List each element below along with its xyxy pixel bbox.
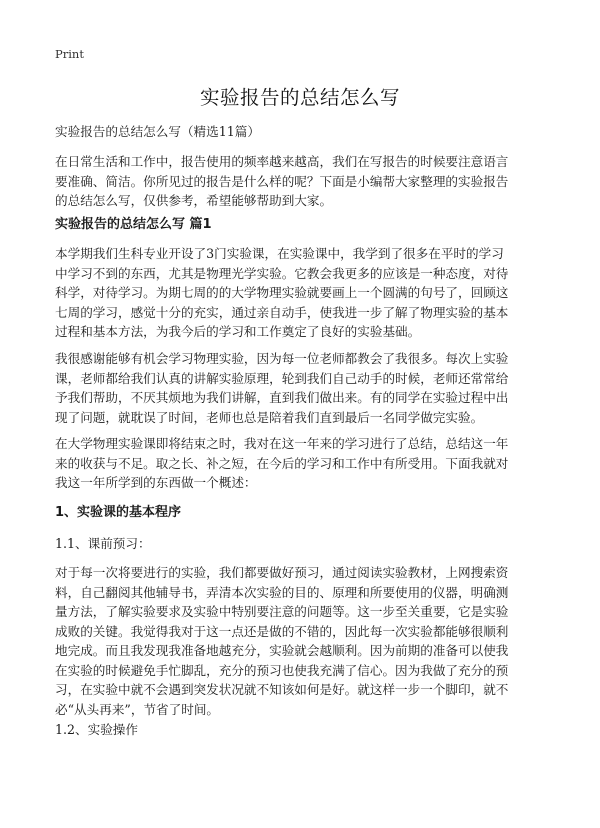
paragraph-line: 过程和基本方法，为我今后的学习和工作奠定了良好的实验基础。 — [55, 324, 421, 339]
page-title: 实验报告的总结怎么写 — [199, 86, 400, 109]
paragraph-line: 料，自己翻阅其他辅导书，弄清本次实验的目的、原理和所要使用的仪器，明确测 — [55, 584, 509, 600]
paragraph-line: 予我们帮助，不厌其烦地为我们讲解，直到我们做出来。有的同学在实验过程中出 — [55, 390, 509, 405]
paragraph-line: 课，老师都给我们认真的讲解实验原理，轮到我们自己动手的时候，老师还常常给 — [55, 370, 509, 386]
subheading-1-1: 1.1、课前预习： — [55, 536, 151, 551]
paragraph-line: 中学习不到的东西，尤其是物理光学实验。它教会我更多的应该是一种态度，对待 — [55, 265, 509, 281]
intro-paragraph — [55, 152, 555, 211]
document-subtitle: 实验报告的总结怎么写（精选11篇） — [55, 124, 260, 139]
paragraph-line: 来的收获与不足。取之长、补之短，在今后的学习和工作中有所受用。下面我就对 — [55, 455, 509, 471]
paragraph-line: 成败的关键。我觉得我对于这一点还是做的不错的，因此每一次实验都能够很顺利 — [55, 623, 509, 639]
paragraph-line: 我很感谢能够有机会学习物理实验，因为每一位老师都教会了我很多。每次上实验 — [55, 351, 509, 366]
paragraph-line: 本学期我们生科专业开设了3门实验课，在实验课中，我学到了很多在平时的学习 — [55, 246, 504, 261]
paragraph-line: 现了问题，就耽误了时间，老师也总是陪着我们直到最后一名同学做完实验。 — [55, 409, 484, 425]
intro-line: 的总结怎么写，仅供参考，希望能够帮助到大家。 — [55, 193, 333, 208]
subheading-1-2: 1.2、实验操作 — [55, 722, 138, 737]
section-heading-pian1: 实验报告的总结怎么写 篇1 — [55, 217, 212, 232]
print-link[interactable]: Print — [55, 47, 84, 61]
paragraph-4 — [55, 563, 555, 719]
paragraph-line: 在大学物理实验课即将结束之时，我对在这一年来的学习进行了总结，总结这一年 — [55, 436, 509, 451]
paragraph-line: 量方法，了解实验要求及实验中特别要注意的问题等。这一步至关重要，它是实验 — [55, 604, 509, 619]
intro-line: 在日常生活和工作中，报告使用的频率越来越高，我们在写报告的时候要注意语言 — [55, 154, 509, 169]
paragraph-line: 地完成。而且我发现我准备地越充分，实验就会越顺利。因为前期的准备可以使我 — [55, 643, 509, 658]
paragraph-line: 在实验的时候避免手忙脚乱，充分的预习也使我充满了信心。因为我做了充分的预 — [55, 662, 509, 678]
intro-line: 要准确、简洁。你所见过的报告是什么样的呢？下面是小编帮大家整理的实验报告 — [55, 173, 509, 189]
paragraph-line: 我这一年所学到的东西做一个概述： — [55, 475, 257, 490]
paragraph-3 — [55, 434, 555, 493]
paragraph-1 — [55, 244, 555, 342]
paragraph-line: 必“从头再来”，节省了时间。 — [55, 701, 220, 717]
paragraph-2 — [55, 349, 555, 427]
section-heading-basic-procedure: 1、实验课的基本程序 — [55, 505, 182, 520]
paragraph-line: 七周的学习，感觉十分的充实，通过亲自动手，使我进一步了解了物理实验的基本 — [55, 304, 509, 320]
paragraph-line: 对于每一次将要进行的实验，我们都要做好预习，通过阅读实验教材，上网搜索资 — [55, 565, 509, 580]
paragraph-line: 科学，对待学习。为期七周的的大学物理实验就要画上一个圆满的句号了，回顾这 — [55, 285, 509, 300]
paragraph-line: 习，在实验中就不会遇到突发状况就不知该如何是好。就这样一步一个脚印，就不 — [55, 682, 509, 697]
